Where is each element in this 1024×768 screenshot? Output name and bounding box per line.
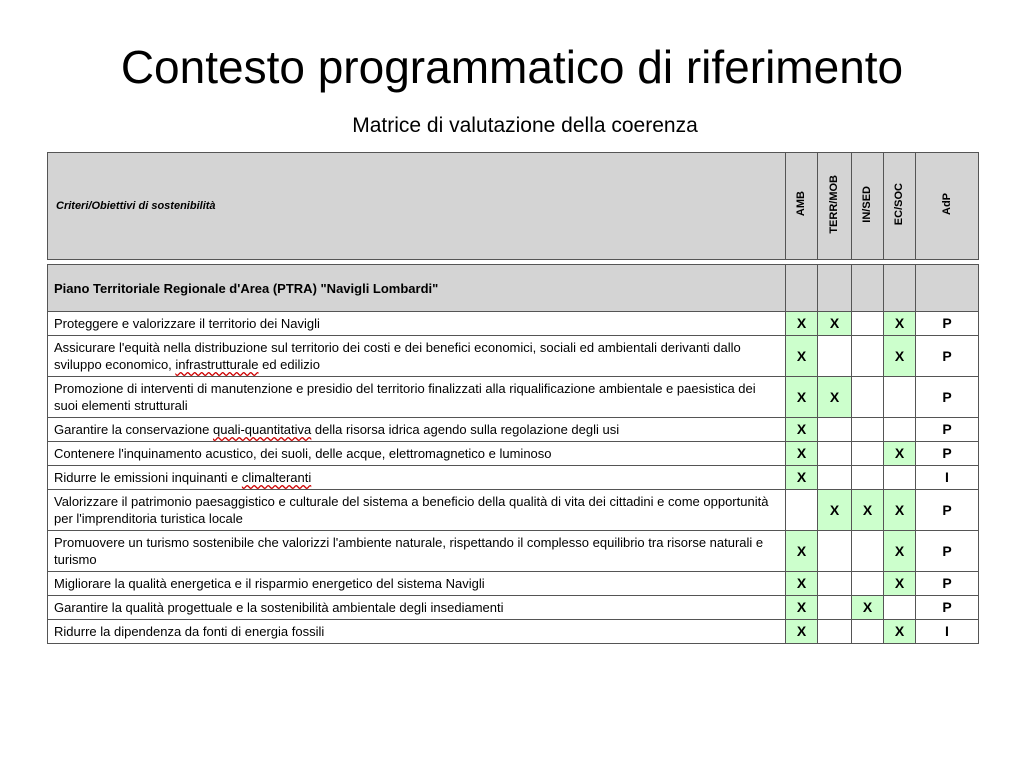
mark-cell-in-sed	[852, 336, 884, 377]
mark-cell-ec-soc: X	[884, 620, 916, 644]
column-header-label: IN/SED	[861, 185, 873, 223]
mark-cell-terr-mob: X	[818, 312, 852, 336]
mark-cell-terr-mob	[818, 620, 852, 644]
criterion-text: Ridurre la dipendenza da fonti di energia fossili	[48, 620, 786, 644]
mark-cell-ec-soc	[884, 418, 916, 442]
mark-cell-in-sed	[852, 312, 884, 336]
mark-cell-in-sed	[852, 377, 884, 418]
coherence-matrix-table	[47, 152, 979, 644]
adp-cell: P	[916, 418, 979, 442]
mark-cell-terr-mob	[818, 418, 852, 442]
mark-cell-ec-soc	[884, 377, 916, 418]
mark-cell-ec-soc	[884, 466, 916, 490]
plan-title-row	[48, 265, 979, 312]
mark-cell-amb	[786, 490, 818, 531]
adp-cell: P	[916, 490, 979, 531]
mark-cell-in-sed	[852, 620, 884, 644]
plan-cell	[916, 265, 979, 312]
table-row	[48, 620, 979, 644]
adp-cell: I	[916, 620, 979, 644]
mark-cell-amb: X	[786, 377, 818, 418]
criterion-text: Proteggere e valorizzare il territorio dei Navigli	[48, 312, 786, 336]
column-header-label: AdP	[940, 193, 953, 215]
table-row	[48, 418, 979, 442]
mark-cell-terr-mob: X	[818, 490, 852, 531]
spellcheck-underlined-word: climalteranti	[241, 470, 312, 485]
mark-cell-terr-mob	[818, 336, 852, 377]
plan-cell	[786, 265, 818, 312]
mark-cell-terr-mob	[818, 572, 852, 596]
adp-cell: P	[916, 312, 979, 336]
plan-cell	[852, 265, 884, 312]
criterion-text: Promozione di interventi di manutenzione e presidio del territorio finalizzati alla riqualificazione ambientale e paesistica dei suoi elementi strutturali	[48, 377, 786, 418]
mark-cell-terr-mob	[818, 466, 852, 490]
table-row	[48, 572, 979, 596]
table-row	[48, 336, 979, 377]
adp-cell: P	[916, 377, 979, 418]
mark-cell-amb: X	[786, 442, 818, 466]
criterion-text: Ridurre le emissioni inquinanti e climalteranti	[48, 466, 786, 490]
table-row	[48, 490, 979, 531]
mark-cell-terr-mob	[818, 442, 852, 466]
column-header-adp	[916, 153, 979, 260]
column-header-label: EC/SOC	[893, 182, 905, 226]
slide-title: Contesto programmatico di riferimento	[120, 41, 904, 93]
adp-cell: P	[916, 442, 979, 466]
criterion-text: Garantire la conservazione quali-quantitativa della risorsa idrica agendo sulla regolazione degli usi	[48, 418, 786, 442]
criterion-text: Garantire la qualità progettuale e la sostenibilità ambientale degli insediamenti	[48, 596, 786, 620]
table-row	[48, 531, 979, 572]
column-header-ec-soc	[884, 153, 916, 260]
adp-cell: P	[916, 336, 979, 377]
adp-cell: P	[916, 572, 979, 596]
mark-cell-ec-soc: X	[884, 336, 916, 377]
mark-cell-amb: X	[786, 466, 818, 490]
mark-cell-ec-soc	[884, 596, 916, 620]
table-row	[48, 596, 979, 620]
table-row	[48, 377, 979, 418]
table-row	[48, 442, 979, 466]
table-row	[48, 312, 979, 336]
slide-subtitle: Matrice di valutazione della coerenza	[352, 114, 698, 137]
column-header-amb	[786, 153, 818, 260]
mark-cell-in-sed: X	[852, 596, 884, 620]
column-header-label: TERR/MOB	[828, 174, 840, 234]
mark-cell-in-sed: X	[852, 490, 884, 531]
mark-cell-amb: X	[786, 620, 818, 644]
criterion-text: Contenere l'inquinamento acustico, dei suoli, delle acque, elettromagnetico e luminoso	[48, 442, 786, 466]
header-row	[48, 153, 979, 260]
mark-cell-ec-soc: X	[884, 312, 916, 336]
column-header-terr-mob	[818, 153, 852, 260]
mark-cell-ec-soc: X	[884, 531, 916, 572]
mark-cell-ec-soc: X	[884, 490, 916, 531]
spellcheck-underlined-word: infrastrutturale	[175, 357, 259, 372]
mark-cell-terr-mob	[818, 531, 852, 572]
mark-cell-terr-mob	[818, 596, 852, 620]
mark-cell-amb: X	[786, 418, 818, 442]
mark-cell-in-sed	[852, 466, 884, 490]
criterion-text: Migliorare la qualità energetica e il risparmio energetico del sistema Navigli	[48, 572, 786, 596]
mark-cell-amb: X	[786, 572, 818, 596]
mark-cell-amb: X	[786, 336, 818, 377]
mark-cell-amb: X	[786, 531, 818, 572]
criteria-header: Criteri/Obiettivi di sostenibilità	[48, 153, 786, 260]
mark-cell-terr-mob: X	[818, 377, 852, 418]
matrix-body	[48, 153, 979, 644]
plan-cell	[884, 265, 916, 312]
mark-cell-amb: X	[786, 312, 818, 336]
criterion-text: Assicurare l'equità nella distribuzione sul territorio dei costi e dei benefici economici, sociali ed ambientali derivanti dallo sviluppo economico, infrastrutturale ed edilizio	[48, 336, 786, 377]
adp-cell: I	[916, 466, 979, 490]
criterion-text: Promuovere un turismo sostenibile che valorizzi l'ambiente naturale, rispettando il complesso equilibrio tra risorse naturali e turismo	[48, 531, 786, 572]
column-header-in-sed	[852, 153, 884, 260]
mark-cell-amb: X	[786, 596, 818, 620]
mark-cell-in-sed	[852, 442, 884, 466]
adp-cell: P	[916, 531, 979, 572]
adp-cell: P	[916, 596, 979, 620]
mark-cell-in-sed	[852, 418, 884, 442]
mark-cell-in-sed	[852, 572, 884, 596]
spellcheck-underlined-word: quali-quantitativa	[212, 422, 312, 437]
mark-cell-in-sed	[852, 531, 884, 572]
column-header-label: AMB	[795, 191, 807, 217]
plan-title: Piano Territoriale Regionale d'Area (PTRA) "Navigli Lombardi"	[48, 265, 786, 312]
mark-cell-ec-soc: X	[884, 442, 916, 466]
plan-cell	[818, 265, 852, 312]
criterion-text: Valorizzare il patrimonio paesaggistico e culturale del sistema a beneficio della qualità di vita dei cittadini e come opportunità per l'imprenditoria turistica locale	[48, 490, 786, 531]
table-row	[48, 466, 979, 490]
mark-cell-ec-soc: X	[884, 572, 916, 596]
